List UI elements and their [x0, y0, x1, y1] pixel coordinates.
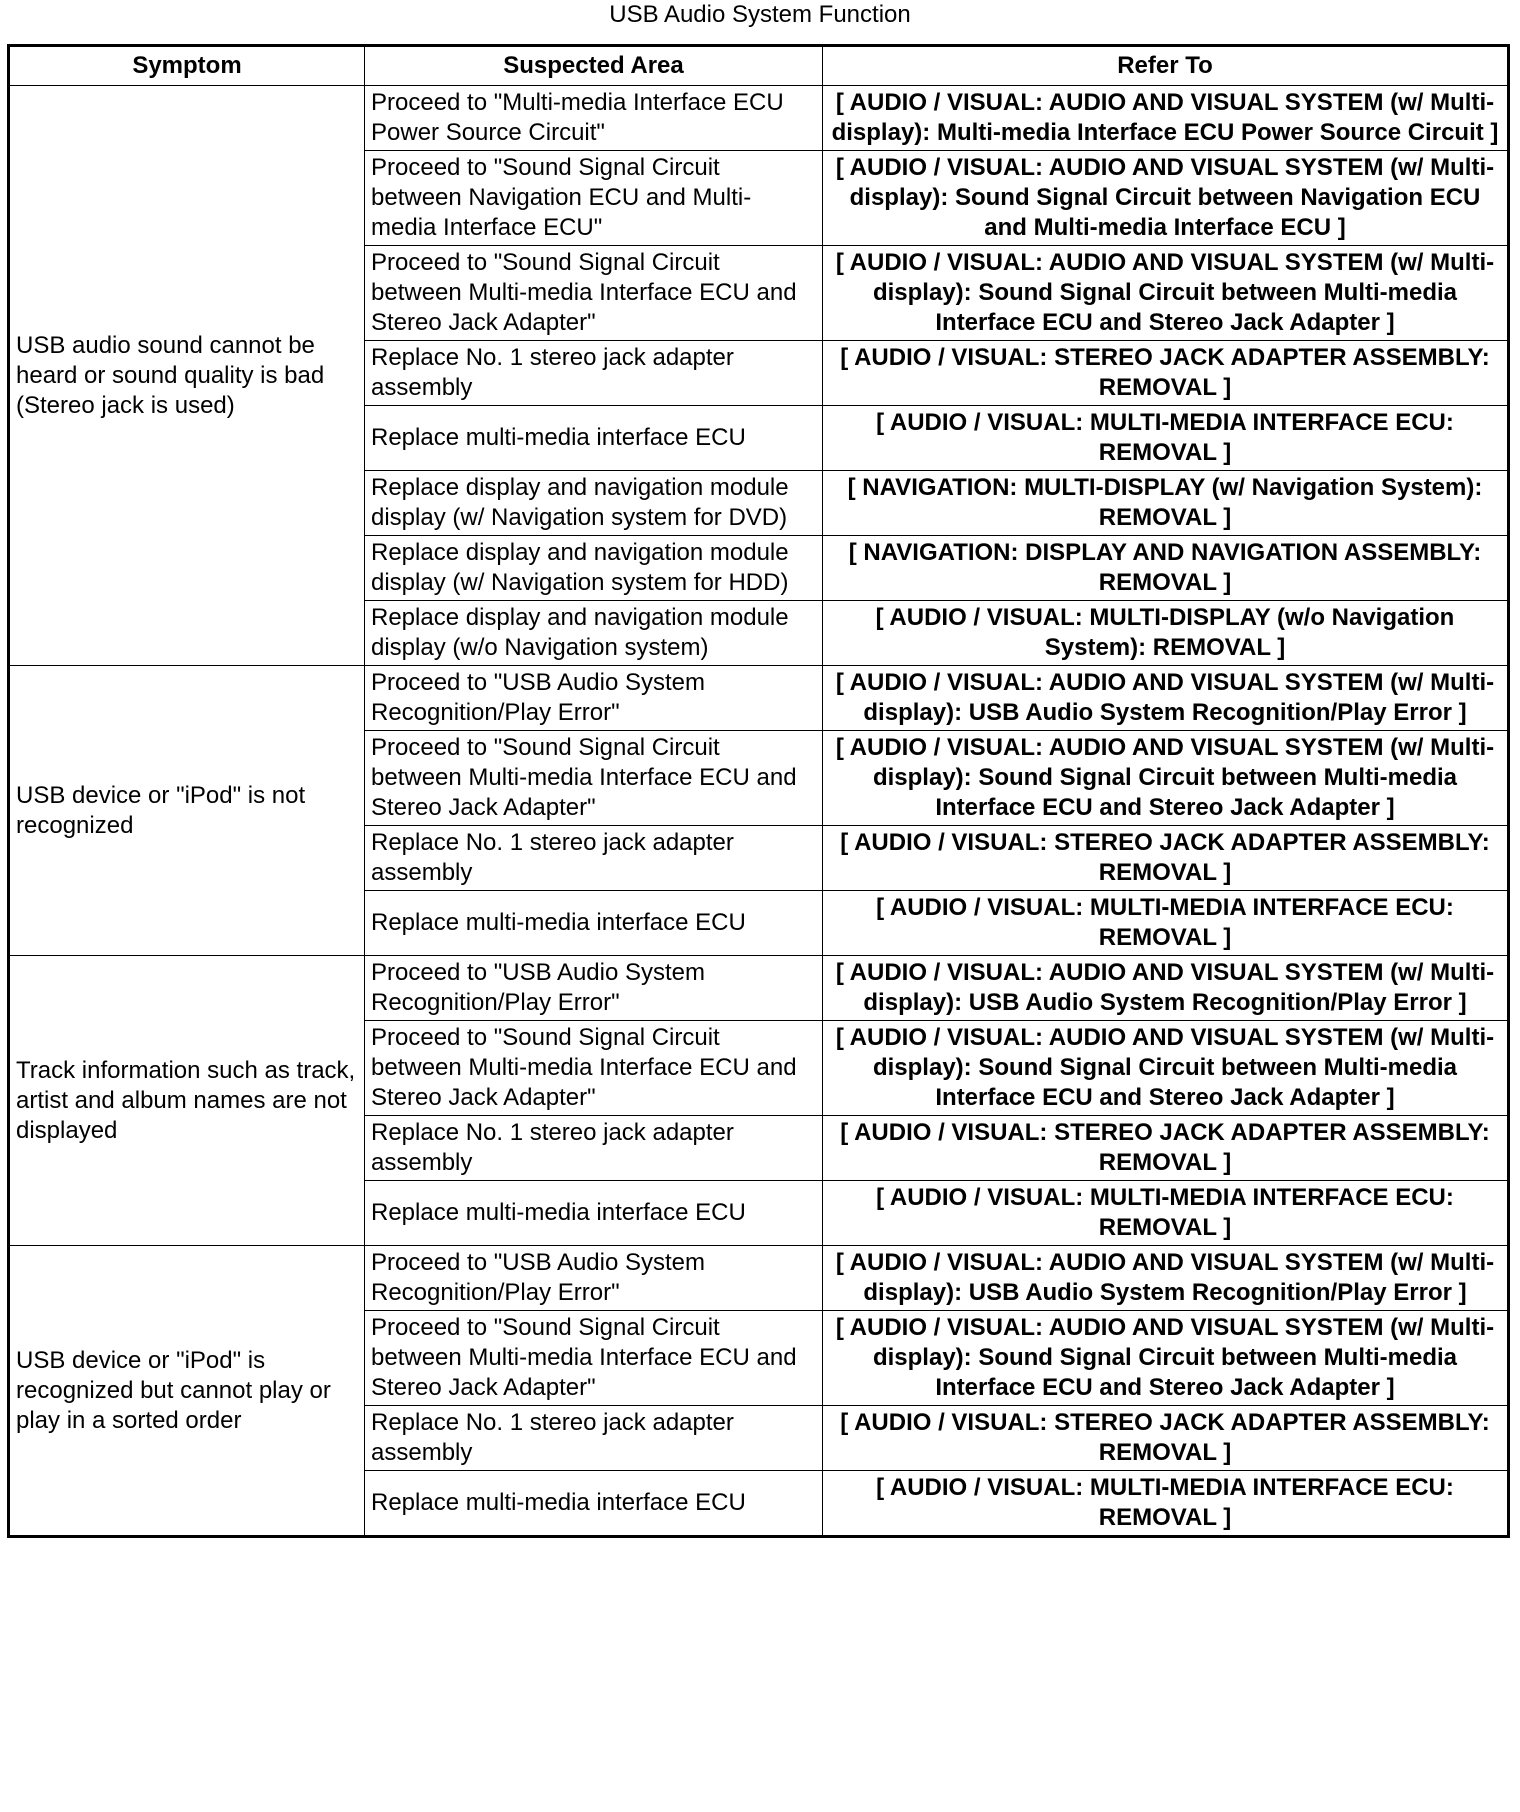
- suspected-area-cell: Proceed to "Sound Signal Circuit between Multi-media Interface ECU and Stereo Jack Adapter": [365, 1311, 823, 1406]
- refer-to-link[interactable]: [ AUDIO / VISUAL: MULTI-MEDIA INTERFACE ECU: REMOVAL ]: [823, 891, 1509, 956]
- refer-to-link[interactable]: [ AUDIO / VISUAL: MULTI-MEDIA INTERFACE ECU: REMOVAL ]: [823, 1181, 1509, 1246]
- refer-to-link[interactable]: [ AUDIO / VISUAL: STEREO JACK ADAPTER ASSEMBLY: REMOVAL ]: [823, 1116, 1509, 1181]
- symptom-cell: USB device or "iPod" is recognized but cannot play or play in a sorted order: [9, 1246, 365, 1537]
- refer-to-link[interactable]: [ AUDIO / VISUAL: AUDIO AND VISUAL SYSTEM (w/ Multi-display): Sound Signal Circuit between Multi-media Interface ECU and Stereo Jack Adapter ]: [823, 731, 1509, 826]
- refer-to-link[interactable]: [ AUDIO / VISUAL: AUDIO AND VISUAL SYSTEM (w/ Multi-display): Sound Signal Circuit between Navigation ECU and Multi-media Interface ECU ]: [823, 151, 1509, 246]
- suspected-area-cell: Proceed to "Sound Signal Circuit between Navigation ECU and Multi-media Interface ECU": [365, 151, 823, 246]
- refer-to-link[interactable]: [ AUDIO / VISUAL: MULTI-MEDIA INTERFACE ECU: REMOVAL ]: [823, 406, 1509, 471]
- header-suspected-area: Suspected Area: [365, 46, 823, 86]
- suspected-area-cell: Replace multi-media interface ECU: [365, 1471, 823, 1537]
- header-row: [9, 46, 1509, 86]
- refer-to-link[interactable]: [ AUDIO / VISUAL: STEREO JACK ADAPTER ASSEMBLY: REMOVAL ]: [823, 826, 1509, 891]
- refer-to-link[interactable]: [ AUDIO / VISUAL: MULTI-DISPLAY (w/o Navigation System): REMOVAL ]: [823, 601, 1509, 666]
- table-caption: USB Audio System Function: [609, 1, 911, 28]
- refer-to-link[interactable]: [ AUDIO / VISUAL: STEREO JACK ADAPTER ASSEMBLY: REMOVAL ]: [823, 1406, 1509, 1471]
- symptom-cell: USB audio sound cannot be heard or sound quality is bad (Stereo jack is used): [9, 86, 365, 666]
- suspected-area-cell: Replace display and navigation module display (w/ Navigation system for DVD): [365, 471, 823, 536]
- symptom-cell: USB device or "iPod" is not recognized: [9, 666, 365, 956]
- suspected-area-cell: Proceed to "USB Audio System Recognition/Play Error": [365, 956, 823, 1021]
- refer-to-link[interactable]: [ NAVIGATION: MULTI-DISPLAY (w/ Navigation System): REMOVAL ]: [823, 471, 1509, 536]
- refer-to-link[interactable]: [ AUDIO / VISUAL: AUDIO AND VISUAL SYSTEM (w/ Multi-display): Sound Signal Circuit between Multi-media Interface ECU and Stereo Jack Adapter ]: [823, 1311, 1509, 1406]
- refer-to-link[interactable]: [ AUDIO / VISUAL: AUDIO AND VISUAL SYSTEM (w/ Multi-display): USB Audio System Recognition/Play Error ]: [823, 956, 1509, 1021]
- refer-to-link[interactable]: [ AUDIO / VISUAL: AUDIO AND VISUAL SYSTEM (w/ Multi-display): Sound Signal Circuit between Multi-media Interface ECU and Stereo Jack Adapter ]: [823, 1021, 1509, 1116]
- table-body: [9, 86, 1509, 1537]
- header-refer-to: Refer To: [823, 46, 1509, 86]
- refer-to-link[interactable]: [ AUDIO / VISUAL: STEREO JACK ADAPTER ASSEMBLY: REMOVAL ]: [823, 341, 1509, 406]
- symptom-cell: Track information such as track, artist and album names are not displayed: [9, 956, 365, 1246]
- table-row: [9, 666, 1509, 731]
- suspected-area-cell: Proceed to "USB Audio System Recognition/Play Error": [365, 1246, 823, 1311]
- refer-to-link[interactable]: [ AUDIO / VISUAL: AUDIO AND VISUAL SYSTEM (w/ Multi-display): Sound Signal Circuit between Multi-media Interface ECU and Stereo Jack Adapter ]: [823, 246, 1509, 341]
- suspected-area-cell: Replace No. 1 stereo jack adapter assembly: [365, 826, 823, 891]
- suspected-area-cell: Replace multi-media interface ECU: [365, 891, 823, 956]
- suspected-area-cell: Replace display and navigation module display (w/o Navigation system): [365, 601, 823, 666]
- suspected-area-cell: Replace No. 1 stereo jack adapter assembly: [365, 341, 823, 406]
- suspected-area-cell: Proceed to "Sound Signal Circuit between Multi-media Interface ECU and Stereo Jack Adapter": [365, 1021, 823, 1116]
- header-symptom: Symptom: [9, 46, 365, 86]
- refer-to-link[interactable]: [ NAVIGATION: DISPLAY AND NAVIGATION ASSEMBLY: REMOVAL ]: [823, 536, 1509, 601]
- table-row: [9, 1246, 1509, 1311]
- suspected-area-cell: Replace multi-media interface ECU: [365, 1181, 823, 1246]
- refer-to-link[interactable]: [ AUDIO / VISUAL: MULTI-MEDIA INTERFACE ECU: REMOVAL ]: [823, 1471, 1509, 1537]
- table-row: [9, 956, 1509, 1021]
- refer-to-link[interactable]: [ AUDIO / VISUAL: AUDIO AND VISUAL SYSTEM (w/ Multi-display): Multi-media Interface ECU Power Source Circuit ]: [823, 86, 1509, 151]
- refer-to-link[interactable]: [ AUDIO / VISUAL: AUDIO AND VISUAL SYSTEM (w/ Multi-display): USB Audio System Recognition/Play Error ]: [823, 1246, 1509, 1311]
- suspected-area-cell: Replace multi-media interface ECU: [365, 406, 823, 471]
- suspected-area-cell: Proceed to "Sound Signal Circuit between Multi-media Interface ECU and Stereo Jack Adapter": [365, 731, 823, 826]
- suspected-area-cell: Replace display and navigation module display (w/ Navigation system for HDD): [365, 536, 823, 601]
- table-row: [9, 86, 1509, 151]
- problem-symptoms-table: [7, 44, 1510, 1538]
- suspected-area-cell: Proceed to "Sound Signal Circuit between Multi-media Interface ECU and Stereo Jack Adapter": [365, 246, 823, 341]
- suspected-area-cell: Proceed to "Multi-media Interface ECU Power Source Circuit": [365, 86, 823, 151]
- suspected-area-cell: Replace No. 1 stereo jack adapter assembly: [365, 1116, 823, 1181]
- suspected-area-cell: Proceed to "USB Audio System Recognition/Play Error": [365, 666, 823, 731]
- suspected-area-cell: Replace No. 1 stereo jack adapter assembly: [365, 1406, 823, 1471]
- refer-to-link[interactable]: [ AUDIO / VISUAL: AUDIO AND VISUAL SYSTEM (w/ Multi-display): USB Audio System Recognition/Play Error ]: [823, 666, 1509, 731]
